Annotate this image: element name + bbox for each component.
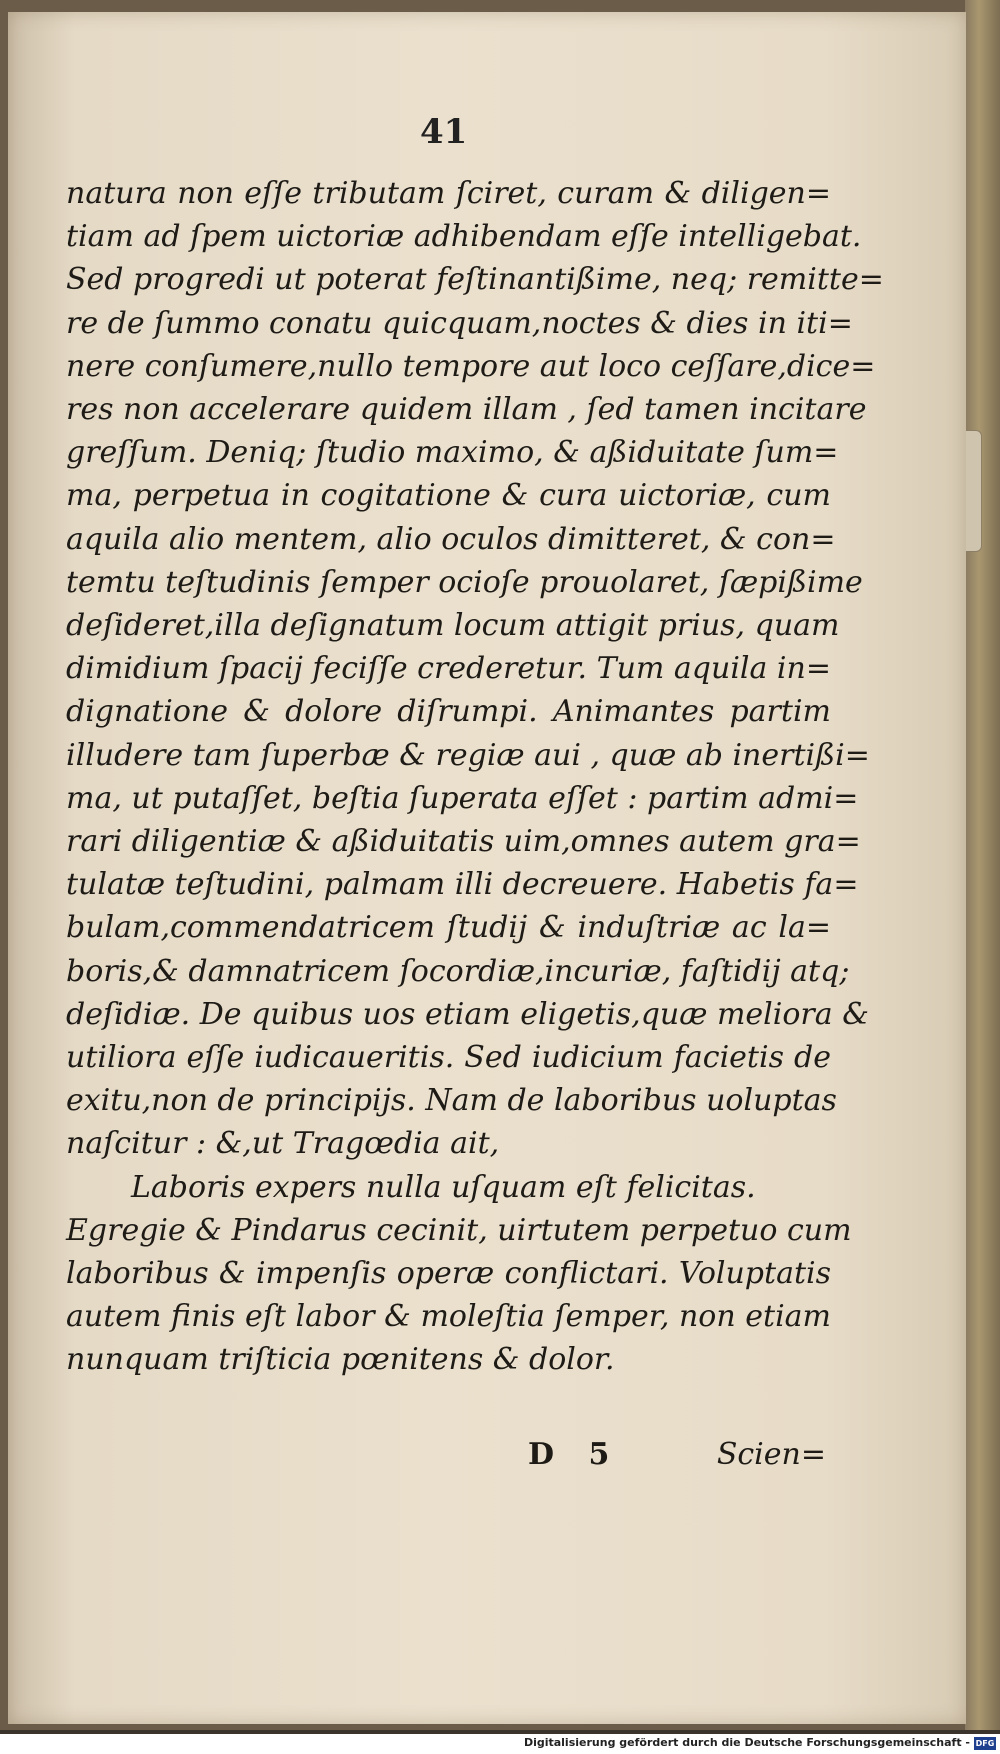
text-line: ma, perpetua in cogitatione & cura uictoriæ, cum <box>66 478 831 514</box>
page-number: 41 <box>420 112 468 152</box>
text-line: res non accelerare quidem illam , ſed tamen incitare <box>66 392 867 428</box>
book-cover-edge <box>965 0 1000 1730</box>
body-text <box>66 172 884 1382</box>
text-line: rari diligentiæ & aßiduitatis uim,omnes autem gra= <box>66 824 861 860</box>
text-line: bulam,commendatricem ſtudij & induſtriæ ac la= <box>66 910 831 946</box>
funding-credit: Digitalisierung gefördert durch die Deutsche Forschungsgemeinschaft - <box>523 1736 970 1749</box>
text-line: temtu teſtudinis ſemper ocioſe prouolaret, ſæpißime <box>66 564 863 600</box>
text-line: re de ſummo conatu quicquam,noctes & dies in iti= <box>66 305 853 341</box>
text-line: autem finis eſt labor & moleſtia ſemper, non etiam <box>66 1299 831 1335</box>
text-line: laboribus & impenſis operæ conflictari. Voluptatis <box>66 1256 831 1292</box>
text-line: ma, ut putaſſet, beſtia ſuperata eſſet : partim admi= <box>66 780 859 816</box>
verse-quotation: Laboris expers nulla uſquam eſt felicitas. <box>131 1169 756 1205</box>
book-page <box>8 12 966 1724</box>
text-line: greſſum. Deniq; ſtudio maximo, & aßiduitate ſum= <box>66 435 839 471</box>
text-line: boris,& damnatricem ſocordiæ,incuriæ, faſtidij atq; <box>66 953 850 989</box>
text-line: dignatione & dolore diſrumpi. Animantes partim <box>66 694 831 730</box>
text-line: illudere tam ſuperbæ & regiæ aui , quæ ab inertißi= <box>66 737 870 773</box>
text-line: utiliora eſſe iudicaueritis. Sed iudicium facietis de <box>66 1040 831 1076</box>
text-line: tiam ad ſpem uictoriæ adhibendam eſſe intelligebat. <box>66 219 862 255</box>
digitization-footer <box>0 1734 1000 1754</box>
text-line: aquila alio mentem, alio oculos dimitteret, & con= <box>66 521 836 557</box>
text-line: exitu,non de principijs. Nam de laboribus uoluptas <box>66 1083 837 1119</box>
text-line: naſcitur : &,ut Tragœdia ait, <box>66 1126 500 1162</box>
dfg-logo-icon: DFG <box>975 1739 995 1748</box>
text-line: deſideret,illa deſignatum locum attigit prius, quam <box>66 608 840 644</box>
text-line: natura non eſſe tributam ſciret, curam & diligen= <box>66 176 831 211</box>
text-line: Sed progredi ut poterat feſtinantißime, neq; remitte= <box>66 262 884 298</box>
text-line: dimidium ſpacij feciſſe crederetur. Tum aquila in= <box>66 651 831 687</box>
text-line: Egregie & Pindarus cecinit, uirtutem perpetuo cum <box>66 1212 852 1248</box>
text-line: nunquam triſticia pœnitens & dolor. <box>66 1342 615 1378</box>
text-line: nere conſumere,nullo tempore aut loco ceſſare,dice= <box>66 348 876 384</box>
text-line: deſidiæ. De quibus uos etiam eligetis,quæ meliora & <box>66 996 869 1032</box>
text-line: tulatæ teſtudini, palmam illi decreuere. Habetis fa= <box>66 867 859 903</box>
signature-mark: D 5 <box>528 1437 622 1472</box>
catchword: Scien= <box>716 1437 826 1472</box>
